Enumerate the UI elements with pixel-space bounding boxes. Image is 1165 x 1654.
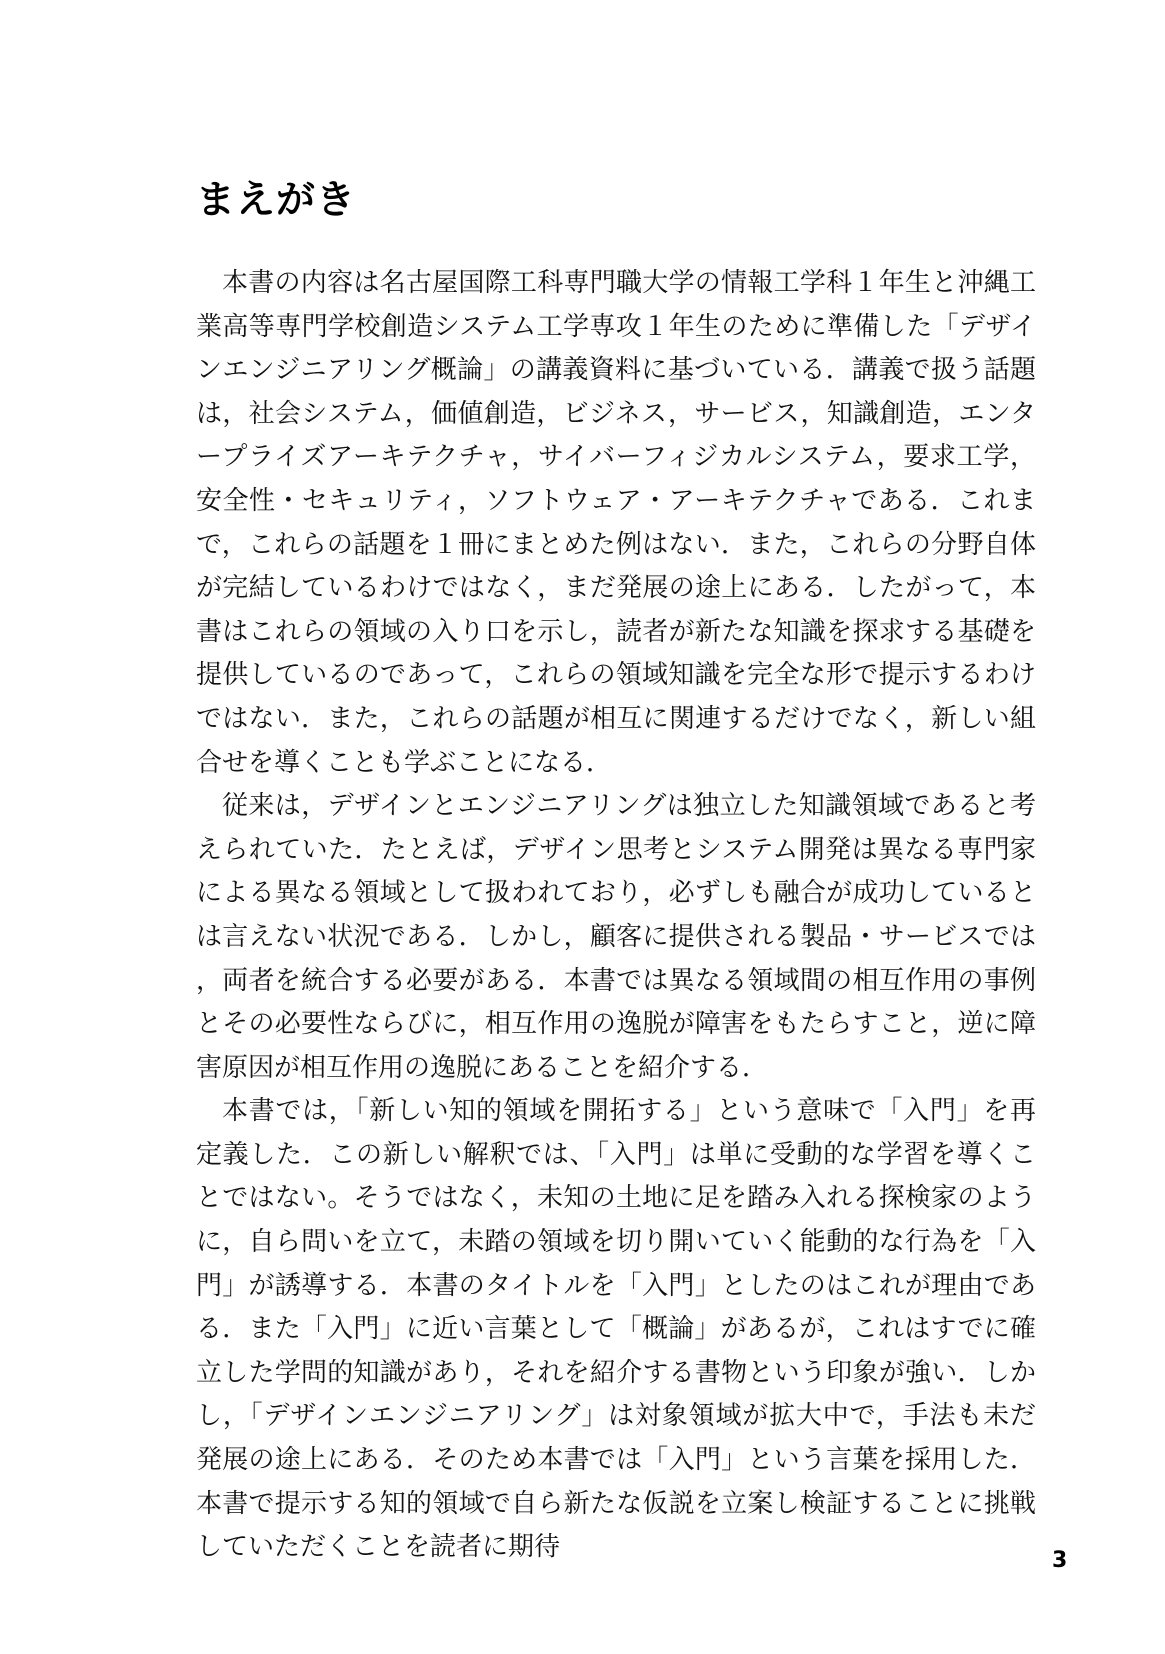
page-title: まえがき [196,178,357,223]
paragraph-2: 従来は，デザインとエンジニアリングは独立した知識領域であると考えられていた．たとえば，デザイン思考とシステム開発は異なる専門家による異なる領域として扱われており，必ずしも融合が成功しているとは言えない状況である．しかし，顧客に提供される製品・サービスでは，両者を統合する必要がある．本書では異なる領域間の相互作用の事例とその必要性ならびに，相互作用の逸脱が障害をもたらすこと，逆に障害原因が相互作用の逸脱にあることを紹介する． [196,791,1036,1083]
preface-body [196,262,1036,1570]
page-number: 3 [1052,1548,1068,1573]
paragraph-3: 本書では，「新しい知的領域を開拓する」という意味で「入門」を再定義した．この新しい解釈では、「入門」は単に受動的な学習を導くことではない。そうではなく，未知の土地に足を踏み入れる探検家のように，自ら問いを立て，未踏の領域を切り開いていく能動的な行為を「入門」が誘導する．本書のタイトルを「入門」としたのはこれが理由である．また「入門」に近い言葉として「概論」があるが，これはすでに確立した学問的知識があり，それを紹介する書物という印象が強い．しかし，「デザインエンジニアリング」は対象領域が拡大中で，手法も未だ発展の途上にある．そのため本書では「入門」という言葉を採用した．本書で提示する知的領域で自ら新たな仮説を立案し検証することに挑戦していただくことを読者に期待 [196,1096,1036,1563]
paragraph-1: 本書の内容は名古屋国際工科専門職大学の情報工学科１年生と沖縄工業高等専門学校創造システム工学専攻１年生のために準備した「デザインエンジニアリング概論」の講義資料に基づいている．講義で扱う話題は，社会システム，価値創造，ビジネス，サービス，知識創造，エンタープライズアーキテクチャ，サイバーフィジカルシステム，要求工学，安全性・セキュリティ，ソフトウェア・アーキテクチャである．これまで，これらの話題を１冊にまとめた例はない．また，これらの分野自体が完結しているわけではなく，まだ発展の途上にある．したがって，本書はこれらの領域の入り口を示し，読者が新たな知識を探求する基礎を提供しているのであって，これらの領域知識を完全な形で提示するわけではない．また，これらの話題が相互に関連するだけでなく，新しい組合せを導くことも学ぶことになる． [196,268,1036,778]
